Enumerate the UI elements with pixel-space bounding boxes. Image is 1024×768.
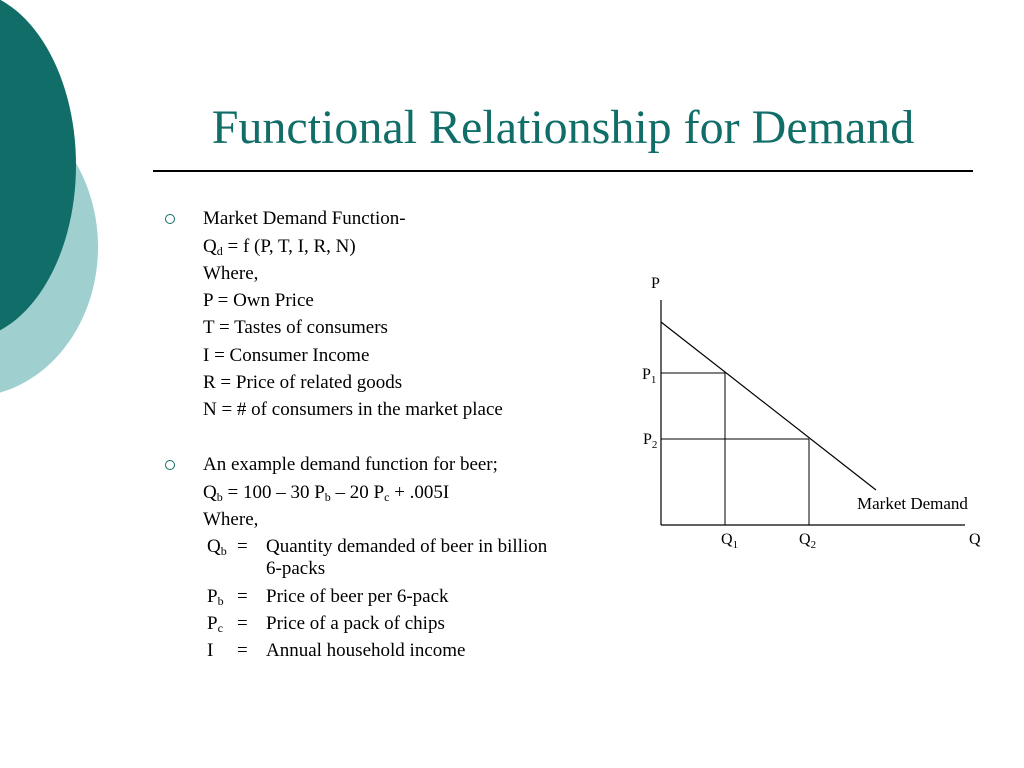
definition-description: Quantity demanded of beer in billion 6-packs bbox=[266, 536, 548, 579]
beer-demand-formula: $Q_b = 100 - 30$ $P_b - 20$ $P_c + .005I$ bbox=[203, 482, 450, 504]
definition-symbol: $Q_b$ bbox=[207, 536, 227, 558]
series-label: Market Demand bbox=[857, 494, 968, 513]
variable-definition: I = Consumer Income bbox=[203, 345, 370, 366]
variable-definition: N = # of consumers in the market place bbox=[203, 399, 503, 420]
p2-tick-label: $P_2$ bbox=[643, 431, 658, 451]
bullet-2-label: An example demand function for beer; bbox=[203, 454, 498, 475]
q2-tick-label: $Q_2$ bbox=[799, 531, 817, 551]
variable-definition: T = Tastes of consumers bbox=[203, 317, 388, 338]
slide-title: Functional Relationship for Demand bbox=[211, 101, 915, 154]
variable-definition: P = Own Price bbox=[203, 290, 314, 311]
definition-equals: = bbox=[237, 536, 248, 557]
definition-description: Price of a pack of chips bbox=[266, 613, 445, 634]
demand-curve bbox=[661, 322, 876, 490]
definition-symbol: $P_b$ bbox=[207, 586, 224, 608]
bullet-1-label: Market Demand Function- bbox=[203, 208, 406, 229]
p1-tick-label: $P_1$ bbox=[642, 366, 657, 386]
definition-equals: = bbox=[237, 613, 248, 634]
y-axis-label: P bbox=[651, 275, 660, 292]
definition-description: Annual household income bbox=[266, 640, 466, 661]
where-label: Where, bbox=[203, 263, 259, 284]
definition-symbol: $P_c$ bbox=[207, 613, 223, 635]
definition-symbol: I bbox=[207, 640, 214, 661]
definition-description: Price of beer per 6-pack bbox=[266, 586, 449, 607]
x-axis-label: Q bbox=[969, 531, 981, 548]
where-label: Where, bbox=[203, 509, 259, 530]
definition-equals: = bbox=[237, 640, 248, 661]
definition-equals: = bbox=[237, 586, 248, 607]
q1-tick-label: $Q_1$ bbox=[721, 531, 739, 551]
variable-definition: R = Price of related goods bbox=[203, 372, 403, 393]
demand-function-formula: $Q_d = f$ (P, T, I, R, N) bbox=[203, 236, 356, 258]
